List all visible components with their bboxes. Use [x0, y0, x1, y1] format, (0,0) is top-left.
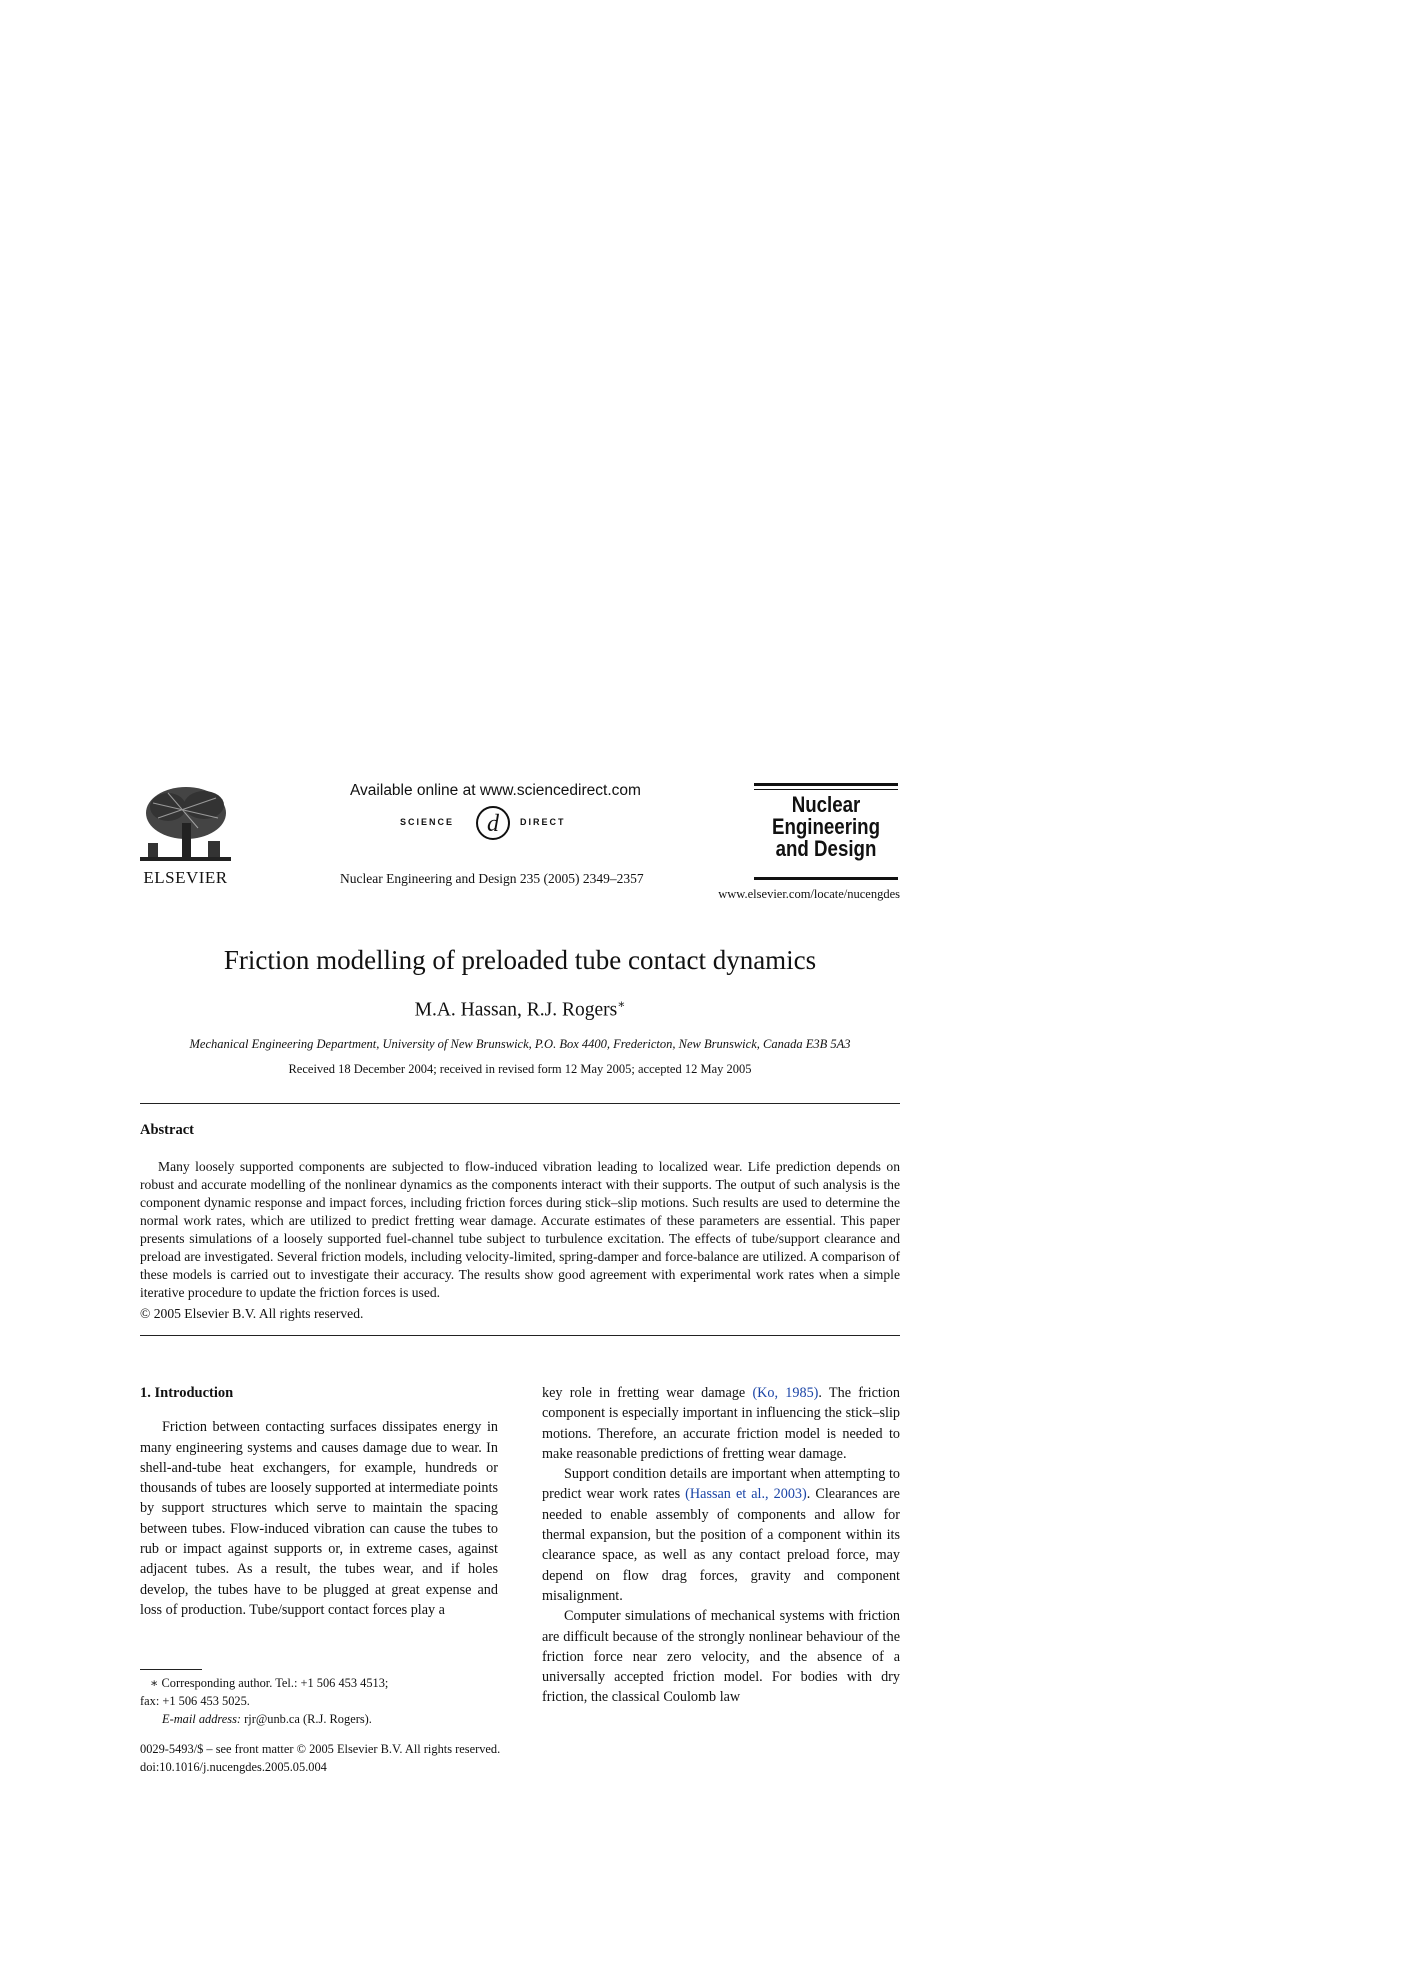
journal-logo-rule-bottom	[754, 877, 898, 880]
journal-logo	[754, 783, 898, 883]
text-run: Support condition details are important when attempting to predict wear work rates	[542, 1466, 900, 1503]
citation-link[interactable]: (Ko, 1985)	[752, 1385, 819, 1401]
text-run: . The friction component is especially important in influencing the stick–slip motions. Therefore, an accurate friction model is needed to make reasonable predictions of fretting wear damage.	[542, 1385, 900, 1462]
footer-doi[interactable]: doi:10.1016/j.nucengdes.2005.05.004	[140, 1760, 327, 1774]
journal-logo-rule-top-thin	[754, 789, 898, 790]
abstract-body	[140, 1158, 900, 1302]
elsevier-tree-icon	[138, 783, 233, 868]
section-heading-introduction: 1. Introduction	[140, 1385, 234, 1401]
abstract-paragraph: Many loosely supported components are subjected to flow-induced vibration leading to localized wear. Life prediction depends on robust and accurate modelling of the nonlinear dynamics as the components interact with their supports. The output of such analysis is the component dynamic response and impact forces, including friction forces during stick–slip motions. Such results are used to determine the normal work rates, which are utilized to predict fretting wear damage. Accurate estimates of these parameters are essential. This paper presents simulations of a loosely supported fuel-channel tube subject to turbulence excitation. The effects of tube/support clearance and preload are investigated. Several friction models, including velocity-limited, spring-damper and force-balance are utilized. A comparison of these models is carried out to investigate their accuracy. The results show good agreement with experimental work rates when a simple iterative procedure to update the friction forces is used.	[140, 1159, 900, 1300]
article-title: Friction modelling of preloaded tube contact dynamics	[223, 945, 817, 975]
citation-link[interactable]: (Hassan et al., 2003)	[685, 1486, 807, 1503]
intro-paragraph	[542, 1464, 900, 1606]
article-dates: Received 18 December 2004; received in revised form 12 May 2005; accepted 12 May 2005	[288, 1062, 752, 1076]
journal-logo-line: and Design	[775, 836, 877, 861]
intro-paragraph: Friction between contacting surfaces dissipates energy in many engineering systems and causes damage due to wear. In shell-and-tube heat exchangers, for example, hundreds or thousands of tubes are loosely supported at intermediate points by support structures which serve to maintain the spacing between tubes. Flow-induced vibration can cause the tubes to rub or impact against supports or, in extreme cases, against adjacent tubes. As a result, the tubes wear, and if holes develop, the tubes have to be plugged at great expense and loss of production. Tube/support contact forces play a	[140, 1419, 498, 1618]
journal-logo-line: Engineering	[771, 814, 881, 839]
footnote-fax: fax: +1 506 453 5025.	[140, 1694, 250, 1708]
journal-logo-rule-top	[754, 783, 898, 786]
page-footer	[140, 1740, 560, 1776]
author-affiliation: Mechanical Engineering Department, University of New Brunswick, P.O. Box 4400, Fredericton, New Brunswick, Canada E3B 5A3	[189, 1037, 851, 1051]
right-column	[542, 1383, 900, 1708]
left-column	[140, 1383, 498, 1620]
footnote-email-label: E-mail address:	[162, 1712, 242, 1726]
footnote-corresponding-author: ∗ Corresponding author. Tel.: +1 506 453 4513;	[150, 1676, 389, 1690]
abstract-heading: Abstract	[140, 1122, 194, 1138]
footnote	[140, 1674, 498, 1728]
intro-paragraph: Computer simulations of mechanical systems with friction are difficult because of the strongly nonlinear behaviour of the friction force near zero velocity, and the absence of a universally accepted friction model. For bodies with dry friction, the classical Coulomb law	[542, 1608, 900, 1706]
sciencedirect-left-text: SCIENCE	[400, 817, 455, 827]
available-online-text[interactable]: Available online at www.sciencedirect.com	[350, 782, 641, 799]
article-authors	[0, 997, 1040, 1022]
sciencedirect-logo[interactable]	[400, 804, 590, 842]
text-run: . Clearances are needed to enable assembly of components and allow for thermal expansion, but the position of a component within its clearance space, as well as any contact preload force, may depend on flow drag forces, gravity and component misalignment.	[542, 1486, 900, 1604]
svg-text:d: d	[487, 811, 499, 837]
authors-text: M.A. Hassan, R.J. Rogers	[414, 999, 618, 1021]
publisher-name: ELSEVIER	[143, 868, 228, 887]
journal-logo-text	[765, 794, 887, 860]
footnote-rule	[140, 1669, 202, 1670]
corresponding-author-mark[interactable]: ∗	[617, 997, 626, 1011]
sciencedirect-right-text: DIRECT	[520, 817, 566, 827]
intro-paragraph	[542, 1383, 900, 1464]
journal-url[interactable]: www.elsevier.com/locate/nucengdes	[718, 887, 900, 901]
footnote-email-value[interactable]: rjr@unb.ca (R.J. Rogers).	[241, 1712, 372, 1726]
sciencedirect-at-icon	[474, 804, 512, 842]
journal-reference: Nuclear Engineering and Design 235 (2005) 2349–2357	[340, 871, 644, 886]
journal-logo-line: Nuclear	[791, 792, 861, 817]
footer-issn: 0029-5493/$ – see front matter © 2005 Elsevier B.V. All rights reserved.	[140, 1742, 501, 1756]
abstract-copyright: © 2005 Elsevier B.V. All rights reserved.	[140, 1306, 364, 1321]
footnote-email	[140, 1710, 498, 1728]
text-run: key role in fretting wear damage	[542, 1385, 753, 1401]
abstract-bottom-rule	[140, 1335, 900, 1336]
abstract-top-rule	[140, 1103, 900, 1104]
